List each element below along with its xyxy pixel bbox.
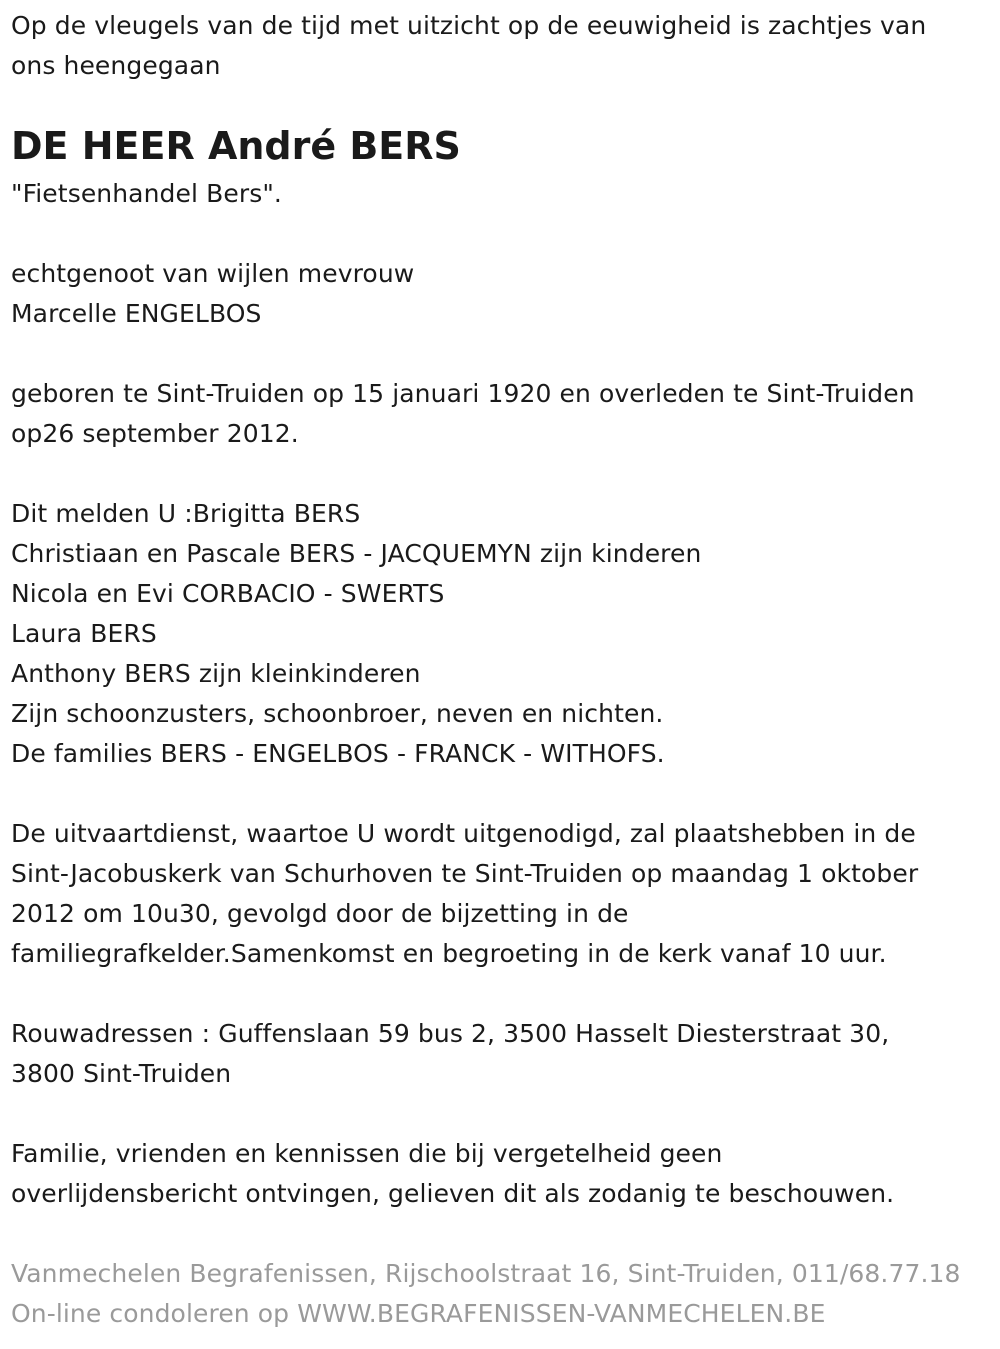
family-line: Anthony BERS zijn kleinkinderen	[11, 659, 421, 688]
addresses-paragraph	[11, 1014, 889, 1094]
notice-line: overlijdensbericht ontvingen, gelieven dit als zodanig te beschouwen.	[11, 1179, 895, 1208]
spouse-line: echtgenoot van wijlen mevrouw	[11, 259, 415, 288]
funeral-line: De uitvaartdienst, waartoe U wordt uitgenodigd, zal plaatshebben in de	[11, 819, 916, 848]
family-line: Laura BERS	[11, 619, 157, 648]
notice-line: Familie, vrienden en kennissen die bij vergetelheid geen	[11, 1139, 723, 1168]
address-line: 3800 Sint-Truiden	[11, 1059, 232, 1088]
family-line: Dit melden U :Brigitta BERS	[11, 499, 361, 528]
intro-line: ons heengegaan	[11, 51, 221, 80]
address-line: Rouwadressen : Guffenslaan 59 bus 2, 3500 Hasselt Diesterstraat 30,	[11, 1019, 890, 1048]
business-name: "Fietsenhandel Bers".	[11, 179, 282, 208]
intro-line: Op de vleugels van de tijd met uitzicht op de eeuwigheid is zachtjes van	[11, 11, 927, 40]
family-paragraph	[11, 494, 701, 774]
spouse-line: Marcelle ENGELBOS	[11, 299, 262, 328]
family-line: Christiaan en Pascale BERS - JACQUEMYN zijn kinderen	[11, 539, 702, 568]
birth-death-line: geboren te Sint-Truiden op 15 januari 1920 en overleden te Sint-Truiden	[11, 379, 915, 408]
family-line: De families BERS - ENGELBOS - FRANCK - WITHOFS.	[11, 739, 665, 768]
deceased-name: DE HEER André BERS	[11, 124, 461, 168]
family-line: Zijn schoonzusters, schoonbroer, neven en nichten.	[11, 699, 664, 728]
funeral-line: 2012 om 10u30, gevolgd door de bijzetting in de	[11, 899, 629, 928]
funeral-paragraph	[11, 814, 918, 974]
business-paragraph	[11, 174, 282, 214]
funeral-line: Sint-Jacobuskerk van Schurhoven te Sint-Truiden op maandag 1 oktober	[11, 859, 919, 888]
notice-paragraph	[11, 1134, 894, 1214]
birth-death-line: op26 september 2012.	[11, 419, 299, 448]
intro-paragraph	[11, 6, 986, 86]
footer-line: Vanmechelen Begrafenissen, Rijschoolstraat 16, Sint-Truiden, 011/68.77.18	[11, 1259, 961, 1288]
footer-line: On-line condoleren op WWW.BEGRAFENISSEN-VANMECHELEN.BE	[11, 1299, 826, 1328]
spouse-paragraph	[11, 254, 414, 334]
birth-death-paragraph	[11, 374, 915, 454]
funeral-line: familiegrafkelder.Samenkomst en begroeting in de kerk vanaf 10 uur.	[11, 939, 887, 968]
family-line: Nicola en Evi CORBACIO - SWERTS	[11, 579, 445, 608]
funeral-home-footer	[11, 1254, 961, 1334]
